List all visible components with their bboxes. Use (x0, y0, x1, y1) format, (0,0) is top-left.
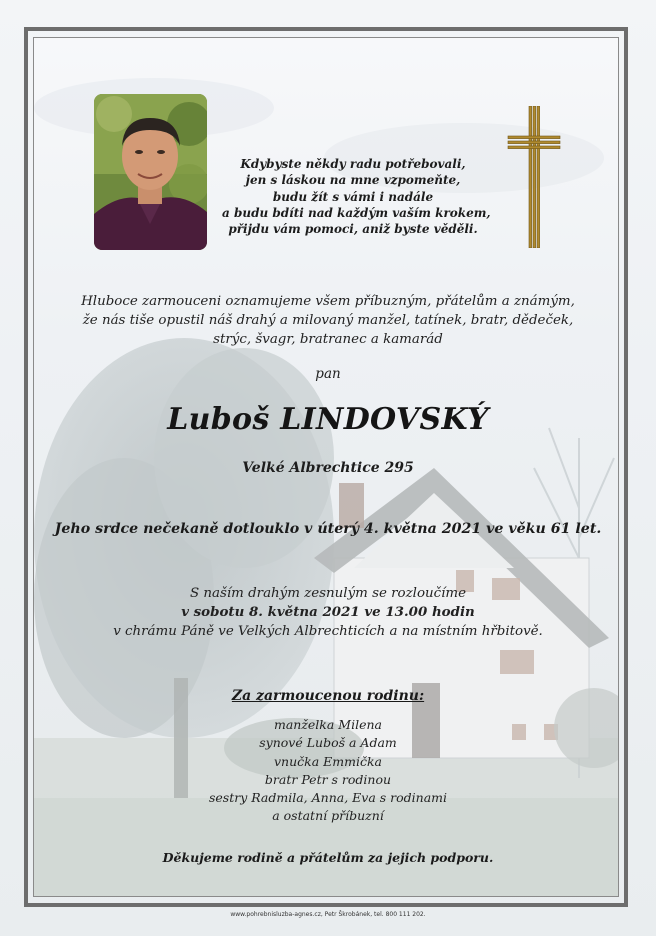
funeral-line: S naším drahým zesnulým se rozloučíme (189, 586, 467, 601)
announcement-line: že nás tiše opustil náš drahý a milovaný manžel, tatínek, bratr, dědeček, (82, 313, 574, 328)
poem-line: budu žít s vámi i nadále (272, 189, 434, 204)
poem-line: jen s láskou na mne vzpomeňte, (245, 173, 461, 188)
funeral-date: v sobotu 8. května 2021 ve 13.00 hodin (181, 604, 475, 620)
portrait-photo (94, 94, 207, 250)
poem (222, 156, 491, 237)
mourner: sestry Radmila, Anna, Eva s rodinami (208, 790, 448, 806)
poem-line: a budu bdíti nad každým vaším krokem, (222, 205, 491, 220)
mourner: bratr Petr s rodinou (264, 771, 392, 787)
funeral-place: v chrámu Páně ve Velkých Albrechticích a na místním hřbitově. (113, 624, 543, 639)
announcement-line: Hluboce zarmouceni oznamujeme všem příbuzným, přátelům a známým, (81, 294, 575, 309)
cross-icon (506, 106, 562, 248)
mourners-heading: Za zarmoucenou rodinu: (231, 688, 425, 704)
deceased-name: Luboš LINDOVSKÝ (167, 402, 489, 437)
poem-line: přijdu vám pomoci, aniž byste věděli. (228, 222, 478, 237)
mourner: vnučka Emmička (273, 753, 383, 769)
mourner: manželka Milena (273, 717, 383, 732)
thanks: Děkujeme rodině a přátelům za jejich podporu. (162, 850, 494, 865)
honorific: pan (315, 366, 341, 382)
address: Velké Albrechtice 295 (242, 460, 414, 476)
funeral-info (60, 584, 596, 641)
footer-credit: www.pohrebnisluzba-agnes.cz, Petr Škrobánek, tel. 800 111 202. (230, 911, 426, 918)
announcement-line: strýc, švagr, bratranec a kamarád (213, 332, 443, 347)
mourner: a ostatní příbuzní (272, 808, 384, 824)
announcement (70, 292, 586, 349)
mourners-list (70, 716, 586, 826)
mourner: synové Luboš a Adam (259, 735, 397, 751)
death-notice: Jeho srdce nečekaně dotlouklo v úterý 4. května 2021 ve věku 61 let. (54, 521, 602, 537)
poem-line: Kdybyste někdy radu potřebovali, (240, 157, 466, 171)
